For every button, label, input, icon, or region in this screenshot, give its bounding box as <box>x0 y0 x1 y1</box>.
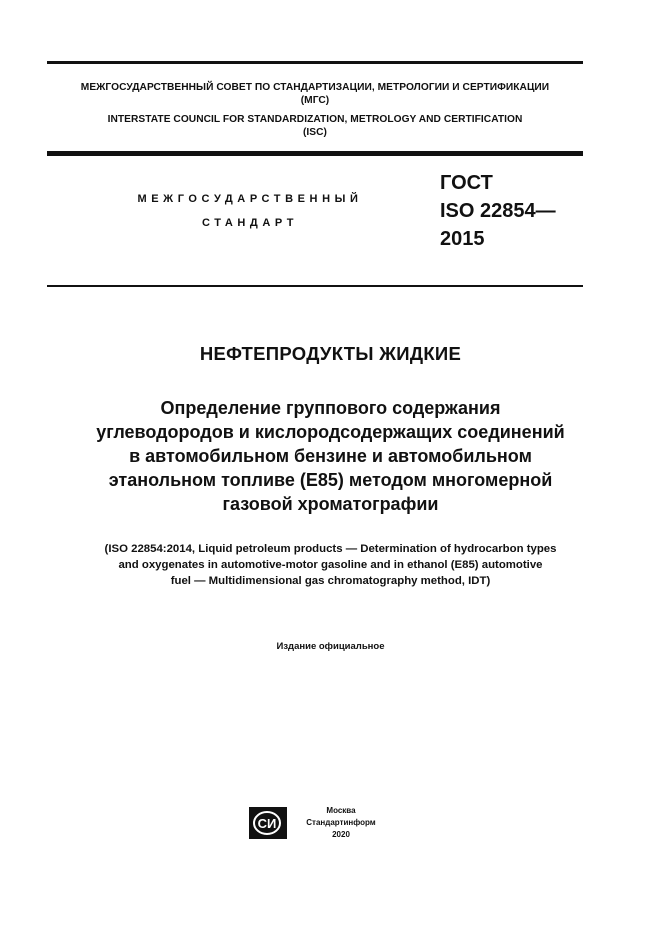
document-title: НЕФТЕПРОДУКТЫ ЖИДКИЕ <box>199 343 462 364</box>
svg-text:СИ: СИ <box>257 816 277 831</box>
iso-reference-line: and oxygenates in automotive-motor gasoline and in ethanol (E85) automotive <box>118 559 543 571</box>
gost-number: ISO 22854— <box>440 200 556 222</box>
council-en <box>47 113 583 139</box>
iso-reference <box>20 541 641 589</box>
standartinform-logo-icon <box>248 806 288 840</box>
standard-type-label <box>100 187 400 235</box>
gost-year: 2015 <box>440 228 485 250</box>
publisher-year: 2020 <box>332 830 350 839</box>
council-en-name: INTERSTATE COUNCIL FOR STANDARDIZATION, METROLOGY AND CERTIFICATION <box>107 114 523 125</box>
subtitle-line: газовой хроматографии <box>222 494 439 514</box>
subtitle-line: Определение группового содержания <box>160 398 501 418</box>
gost-designation <box>440 169 556 253</box>
council-ru <box>47 81 583 107</box>
standard-type-line1: МЕЖГОСУДАРСТВЕННЫЙ <box>137 193 363 205</box>
header-top-rule <box>47 61 583 64</box>
council-ru-name: МЕЖГОСУДАРСТВЕННЫЙ СОВЕТ ПО СТАНДАРТИЗАЦИИ, МЕТРОЛОГИИ И СЕРТИФИКАЦИИ <box>80 82 550 93</box>
edition-note: Издание официальное <box>276 641 385 652</box>
standard-type-line2: СТАНДАРТ <box>201 217 299 229</box>
council-ru-abbr: (МГС) <box>300 95 330 106</box>
subtitle-line: углеводородов и кислородсодержащих соединений <box>96 422 565 442</box>
publisher-name: Стандартинформ <box>306 818 376 827</box>
iso-reference-line: (ISO 22854:2014, Liquid petroleum products — Determination of hydrocarbon types <box>104 543 557 555</box>
designation-rule <box>47 285 583 287</box>
subtitle-line: этанольном топливе (E85) методом многомерной <box>108 470 553 490</box>
gost-prefix: ГОСТ <box>440 172 493 194</box>
council-en-abbr: (ISC) <box>302 127 328 138</box>
document-subtitle <box>20 396 641 516</box>
subtitle-line: в автомобильном бензине и автомобильном <box>129 446 532 466</box>
publisher-info <box>296 805 386 841</box>
iso-reference-line: fuel — Multidimensional gas chromatography method, IDT) <box>170 575 491 587</box>
header-bottom-rule <box>47 151 583 156</box>
publisher-city: Москва <box>326 806 356 815</box>
